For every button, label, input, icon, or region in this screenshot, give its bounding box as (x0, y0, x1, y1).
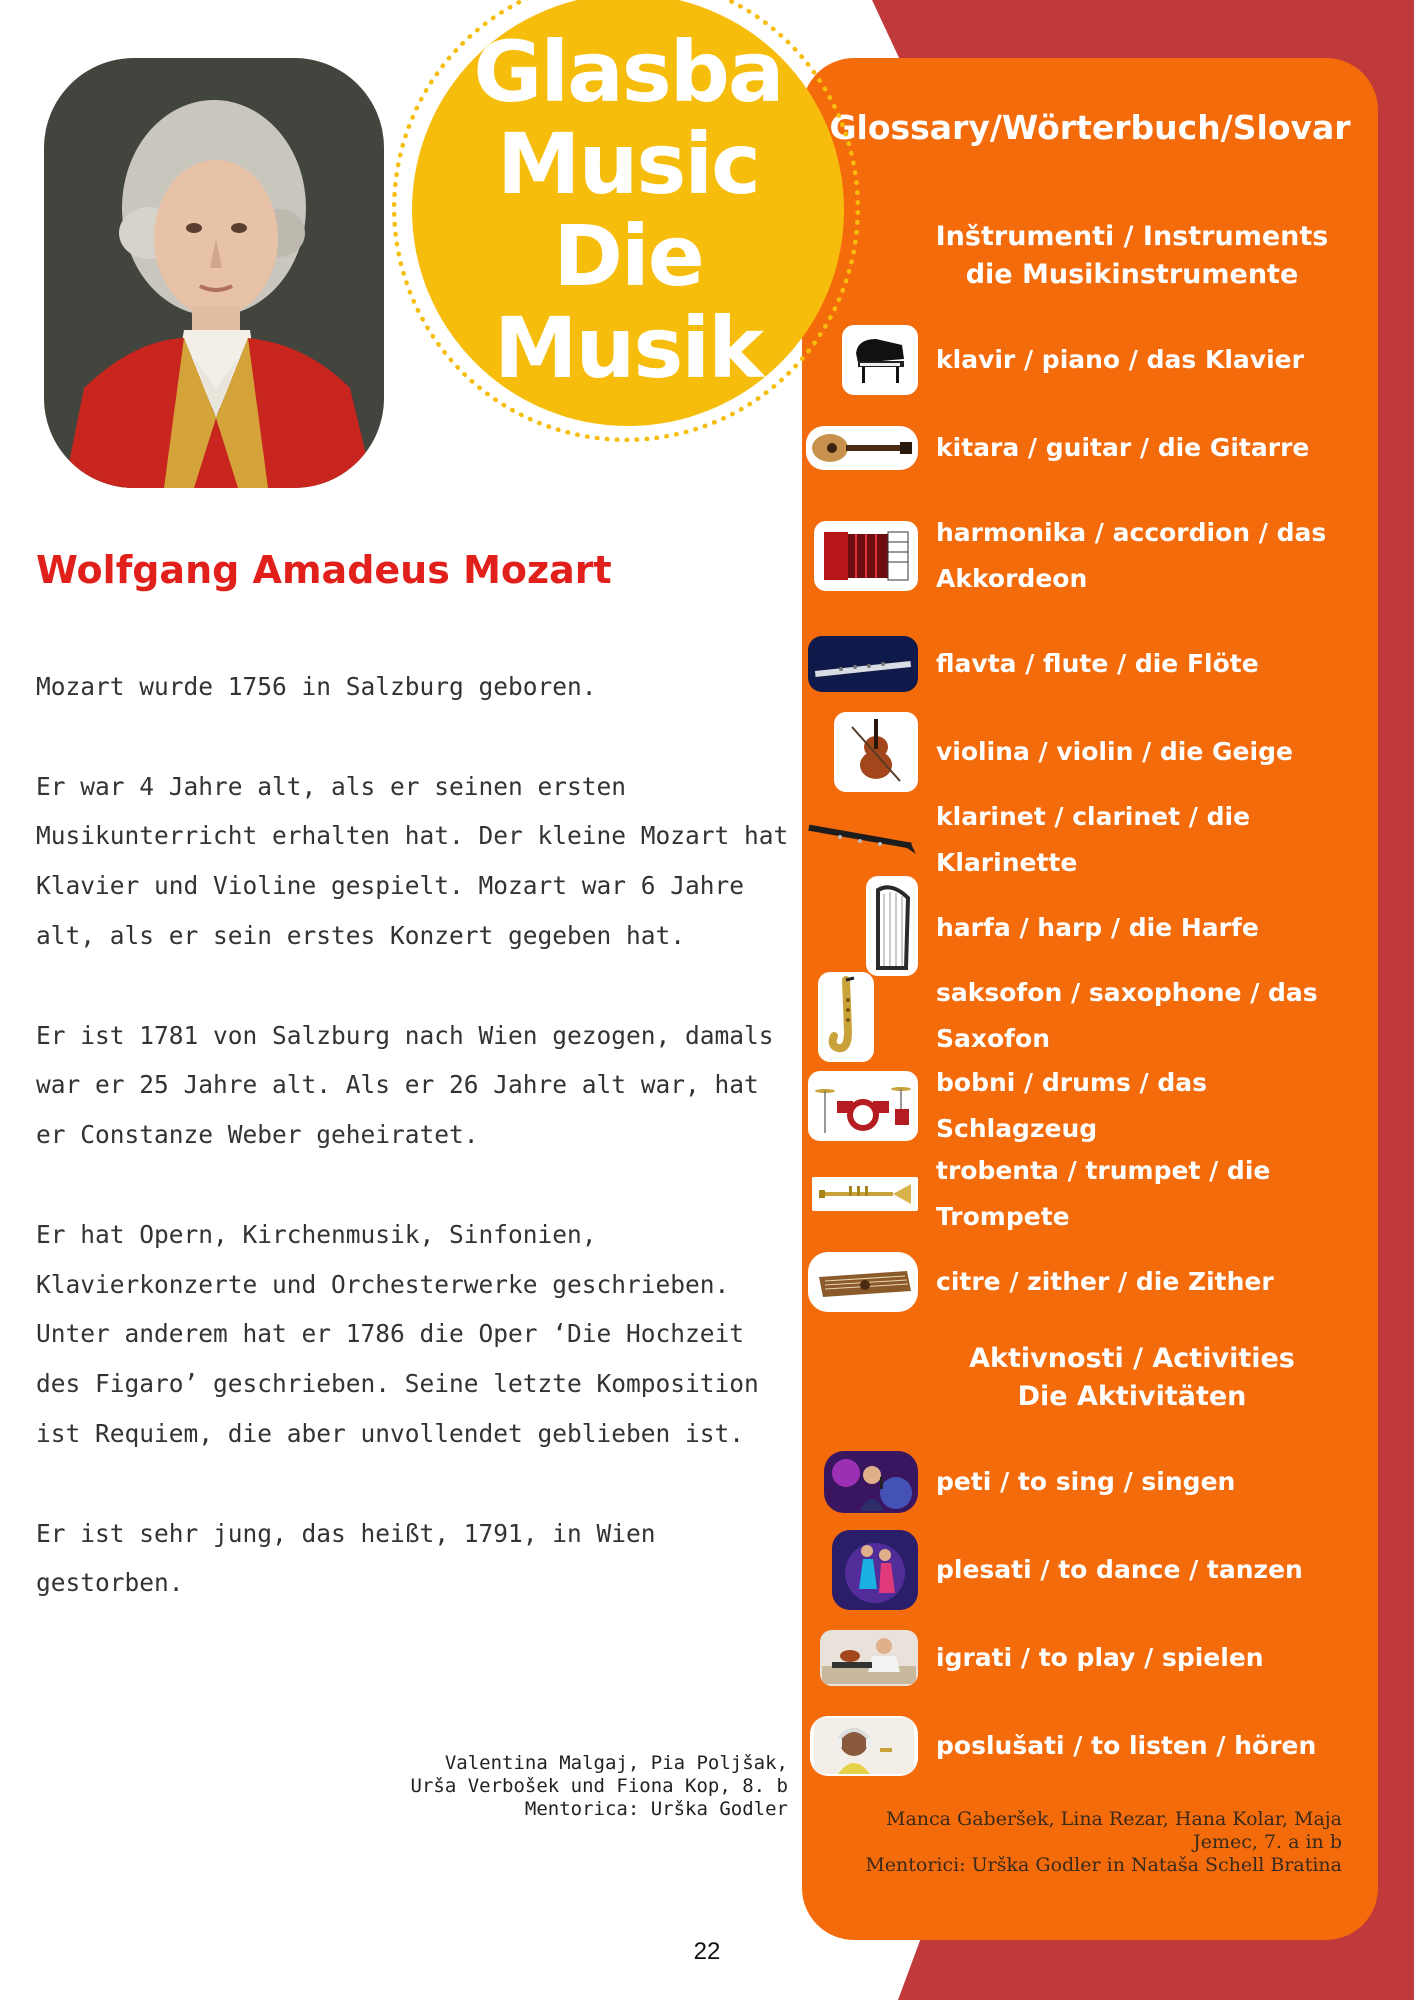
glossary-credits (865, 1808, 1342, 1877)
saxophone-thumb (818, 972, 874, 1062)
activities-heading-line: Aktivnosti / Activities (969, 1343, 1295, 1374)
glossary-title: Glossary/Wörterbuch/Slovar (829, 108, 1351, 147)
drums-icon (813, 1075, 913, 1137)
glossary-entry-label: citre / zither / die Zither (936, 1267, 1274, 1296)
listener-thumb (810, 1716, 918, 1776)
instruments-heading-line: die Musikinstrumente (965, 259, 1299, 290)
glossary-credit-line: Manca Gaberšek, Lina Rezar, Hana Kolar, Maja (886, 1808, 1342, 1830)
mozart-portrait-icon (44, 58, 384, 488)
glossary-entry-drums (802, 1066, 1378, 1146)
activities-heading-line: Die Aktivitäten (1017, 1381, 1247, 1412)
player-icon (822, 1632, 916, 1684)
title-line-slovenian: Glasba (473, 23, 783, 121)
glossary-entry-clarinet (802, 800, 1378, 880)
glossary-entry-label: harfa / harp / die Harfe (936, 913, 1259, 942)
glossary-entry-flute (802, 624, 1378, 704)
article-credit-line: Urša Verbošek und Fiona Kop, 8. b (410, 1775, 788, 1797)
guitar-thumb (806, 426, 918, 470)
article-paragraph: Er war 4 Jahre alt, als er seinen ersten Musikunterricht erhalten hat. Der kleine Mozart hat Klavier und Violine gespielt. Mozart war 6 Jahre alt, als er sein erstes Konzert gegeben hat. (36, 771, 789, 950)
glossary-entry-label: trobenta / trumpet / die Trompete (936, 1156, 1271, 1231)
accordion-thumb (814, 521, 918, 591)
flute-icon (811, 644, 915, 684)
glossary-entry-piano (802, 320, 1378, 400)
glossary-entry-label: bobni / drums / das Schlagzeug (936, 1068, 1208, 1143)
glossary-entry-label: kitara / guitar / die Gitarre (936, 433, 1310, 462)
glossary-entry-guitar (802, 408, 1378, 488)
clarinet-icon (806, 820, 918, 860)
drums-thumb (808, 1071, 918, 1141)
singer-thumb (824, 1451, 918, 1513)
article-paragraph: Er ist sehr jung, das heißt, 1791, in Wien gestorben. (36, 1518, 656, 1598)
activities-heading (902, 1340, 1362, 1416)
glossary-entry-violin (802, 712, 1378, 792)
saxophone-icon (824, 976, 868, 1058)
harp-thumb (866, 876, 918, 976)
guitar-icon (810, 430, 914, 466)
glossary-entry-saxophone (802, 976, 1378, 1056)
glossary-entry-play (802, 1618, 1378, 1698)
zither-icon (813, 1257, 913, 1307)
trumpet-thumb (812, 1177, 918, 1211)
dancers-thumb (832, 1530, 918, 1610)
glossary-entry-accordion (802, 506, 1378, 606)
glossary-entry-label: saksofon / saxophone / das Saxofon (936, 978, 1318, 1053)
glossary-entry-label: klavir / piano / das Klavier (936, 345, 1304, 374)
glossary-entry-sing (802, 1442, 1378, 1522)
article-paragraph: Er ist 1781 von Salzburg nach Wien gezogen, damals war er 25 Jahre alt. Als er 26 Jahre alt war, hat er Constanze Weber geheiratet. (36, 1020, 774, 1150)
glossary-entry-label: igrati / to play / spielen (936, 1643, 1264, 1672)
glossary-credit-line: Jemec, 7. a in b (1193, 1831, 1342, 1853)
article-credit-line: Mentorica: Urška Godler (524, 1798, 788, 1820)
glossary-entry-label: violina / violin / die Geige (936, 737, 1293, 766)
article-credits (411, 1752, 789, 1821)
clarinet-thumb (806, 820, 918, 860)
article-heading: Wolfgang Amadeus Mozart (36, 548, 612, 592)
piano-icon (850, 333, 910, 387)
title-badge (412, 0, 844, 426)
glossary-entry-listen (802, 1706, 1378, 1786)
glossary-credit-line: Mentorici: Urška Godler in Nataša Schell Bratina (865, 1854, 1342, 1876)
listener-icon (814, 1718, 914, 1774)
instruments-heading-line: Inštrumenti / Instruments (935, 221, 1329, 252)
flute-thumb (808, 636, 918, 692)
glossary-entry-label: poslušati / to listen / hören (936, 1731, 1317, 1760)
glossary-entry-label: klarinet / clarinet / die Klarinette (936, 802, 1251, 877)
glossary-entry-label: plesati / to dance / tanzen (936, 1555, 1303, 1584)
accordion-icon (820, 526, 912, 586)
piano-thumb (842, 325, 918, 395)
singer-icon (826, 1453, 916, 1511)
article-paragraph: Er hat Opern, Kirchenmusik, Sinfonien, Klavierkonzerte und Orchesterwerke geschrieben. Unter anderem hat er 1786 die Oper ‘Die Hochzeit des Figaro’ geschrieben. Seine letzte Komposition ist Requiem, die aber unvollendet geblieben ist. (36, 1219, 759, 1448)
article-body (36, 662, 796, 1658)
dancers-icon (835, 1533, 915, 1607)
glossary-entry-label: flavta / flute / die Flöte (936, 649, 1259, 678)
glossary-entry-label: peti / to sing / singen (936, 1467, 1236, 1496)
trumpet-icon (815, 1180, 915, 1208)
page-number: 22 (693, 1938, 721, 1965)
instruments-heading (902, 218, 1362, 294)
violin-icon (846, 715, 906, 789)
glossary-entry-label: harmonika / accordion / das Akkordeon (936, 518, 1327, 593)
glossary-entry-trumpet (802, 1154, 1378, 1234)
harp-icon (870, 880, 914, 972)
title-line-german: Die Musik (493, 207, 763, 397)
article-paragraph: Mozart wurde 1756 in Salzburg geboren. (36, 672, 597, 701)
violin-thumb (834, 712, 918, 792)
player-thumb (820, 1630, 918, 1686)
title-line-english: Music (497, 115, 759, 213)
glossary-panel (802, 58, 1378, 1940)
mozart-portrait-image (44, 58, 384, 488)
glossary-entry-dance (802, 1530, 1378, 1610)
glossary-entry-zither (802, 1242, 1378, 1322)
zither-thumb (808, 1252, 918, 1312)
glossary-entry-harp (802, 888, 1378, 968)
article-credit-line: Valentina Malgaj, Pia Poljšak, (444, 1752, 788, 1774)
